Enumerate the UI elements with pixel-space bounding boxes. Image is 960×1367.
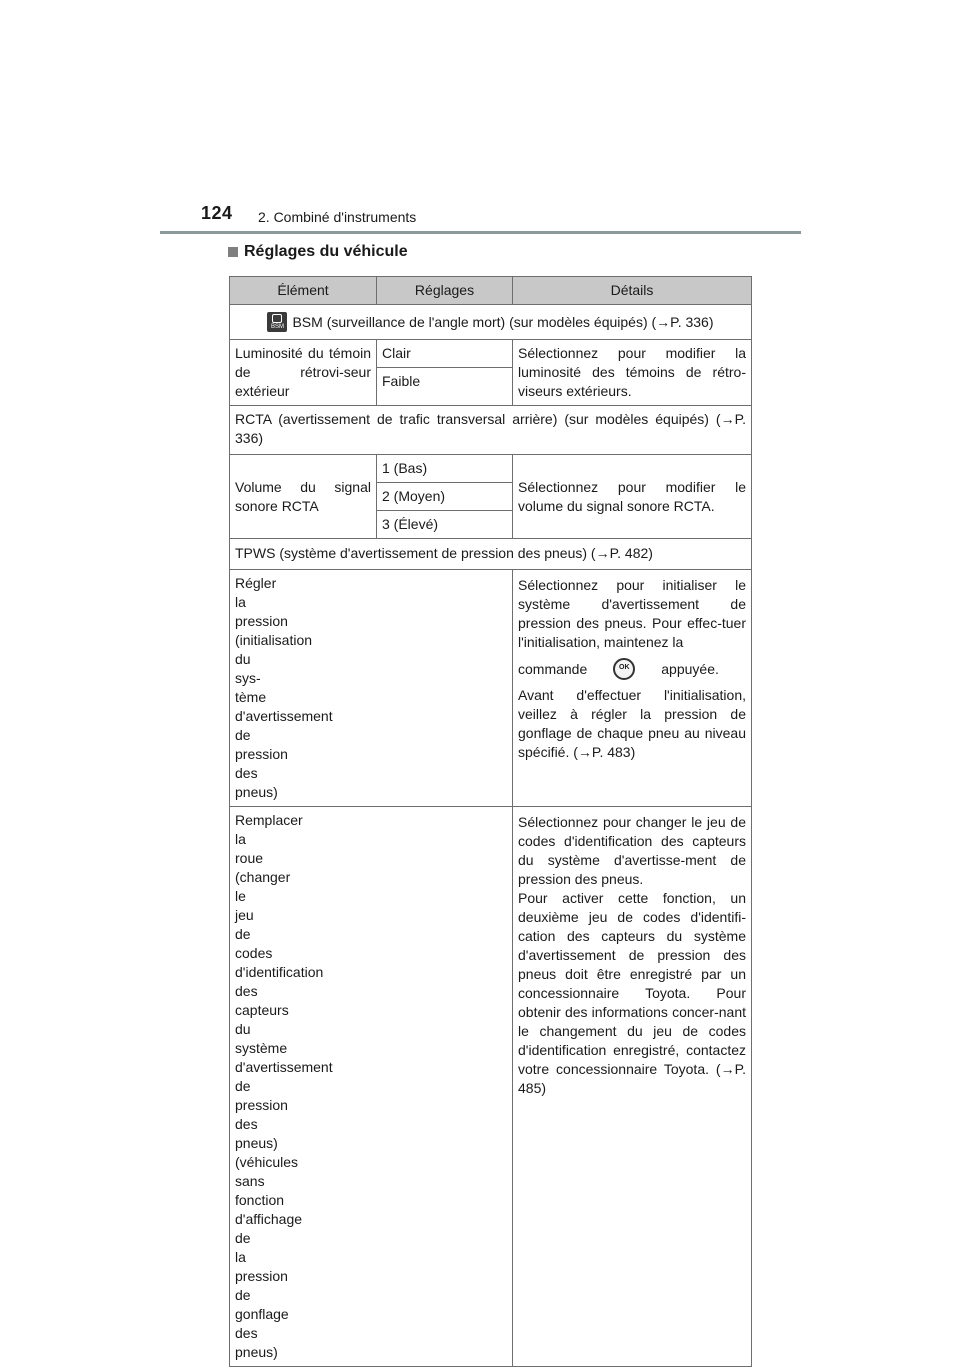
volume-details-cell: Sélectionnez pour modifier le volume du signal sonore RCTA.: [513, 455, 752, 539]
regler-command-word: commande: [518, 661, 588, 677]
volume-setting-moyen: 2 (Moyen): [377, 483, 513, 511]
volume-setting-eleve: 3 (Élevé): [377, 511, 513, 539]
remplacer-details-cell: [513, 807, 752, 1367]
remplacer-details-paragraph-1: Sélectionnez pour changer le jeu de codes d'identification des capteurs du système d'avertisse-ment de pression des pneus.: [518, 814, 746, 887]
table-row-tpws-header: [230, 539, 752, 570]
header-rule: [160, 231, 801, 234]
table-header-row: [230, 277, 752, 305]
square-bullet-icon: [228, 247, 238, 257]
rcta-header-cell: RCTA (avertissement de trafic transversal arrière) (sur modèles équipés) (→P. 336): [230, 406, 752, 455]
regler-details-paragraph-1: Sélectionnez pour initialiser le système d'avertissement de pression des pneus. Pour effec-tuer l'initialisation, maintenez la: [518, 577, 746, 650]
regler-details-command-line: [518, 658, 746, 680]
luminosite-setting-clair: Clair: [377, 340, 513, 368]
bsm-header-cell: [230, 305, 752, 340]
tpws-header-cell: TPWS (système d'avertissement de pression des pneus) (→P. 482): [230, 539, 752, 570]
bsm-icon: [267, 312, 287, 332]
section-title-text: Réglages du véhicule: [244, 243, 408, 260]
table-row-volume-bas: [230, 455, 752, 483]
luminosite-item-cell: Luminosité du témoin de rétrovi-seur extérieur: [230, 340, 377, 406]
page-number: 124: [201, 203, 233, 223]
bsm-header-text: BSM (surveillance de l'angle mort) (sur modèles équipés) (→P. 336): [292, 314, 714, 330]
luminosite-setting-faible: Faible: [377, 368, 513, 406]
settings-table: [229, 276, 752, 1367]
volume-item-cell: Volume du signal sonore RCTA: [230, 455, 377, 539]
section-title: [228, 243, 408, 261]
volume-setting-bas: 1 (Bas): [377, 455, 513, 483]
table-row-luminosite-clair: [230, 340, 752, 368]
table-row-regler: [230, 570, 752, 807]
luminosite-details-cell: Sélectionnez pour modifier la luminosité des témoins de rétro-viseurs extérieurs.: [513, 340, 752, 406]
regler-details-paragraph-2: Avant d'effectuer l'initialisation, veillez à régler la pression de gonflage de chaque pneu au niveau spécifié. (→P. 483): [518, 687, 746, 760]
column-header-details: Détails: [513, 277, 752, 305]
bsm-icon-label: BSM: [270, 324, 284, 330]
ok-button-icon: [613, 658, 635, 680]
remplacer-item-cell: Remplacer la roue (changer le jeu de codes d'identification des capteurs du système d'avertissement de pression des pneus) (véhicules sans fonction d'affichage de la pression de gonflage des pneus): [230, 807, 513, 1367]
regler-pressed-word: appuyée.: [661, 661, 719, 677]
column-header-settings: Réglages: [377, 277, 513, 305]
chapter-title: 2. Combiné d'instruments: [258, 209, 417, 225]
regler-item-cell: Régler la pression (initialisation du sys-tème d'avertissement de pression des pneus): [230, 570, 513, 807]
bsm-car-shape: [272, 314, 282, 323]
table-row-rcta-header: [230, 406, 752, 455]
table-row-remplacer: [230, 807, 752, 1367]
remplacer-details-paragraph-2: Pour activer cette fonction, un deuxième jeu de codes d'identifi-cation des capteurs du système d'avertissement de pression des pneus doit être enregistré par un concessionnaire Toyota. Pour obtenir des informations concer-nant le changement du jeu de codes d'identification enregistré, contactez votre concessionnaire Toyota. (→P. 485): [518, 890, 746, 1096]
table-row-bsm-header: [230, 305, 752, 340]
column-header-element: Élément: [230, 277, 377, 305]
regler-details-cell: [513, 570, 752, 807]
